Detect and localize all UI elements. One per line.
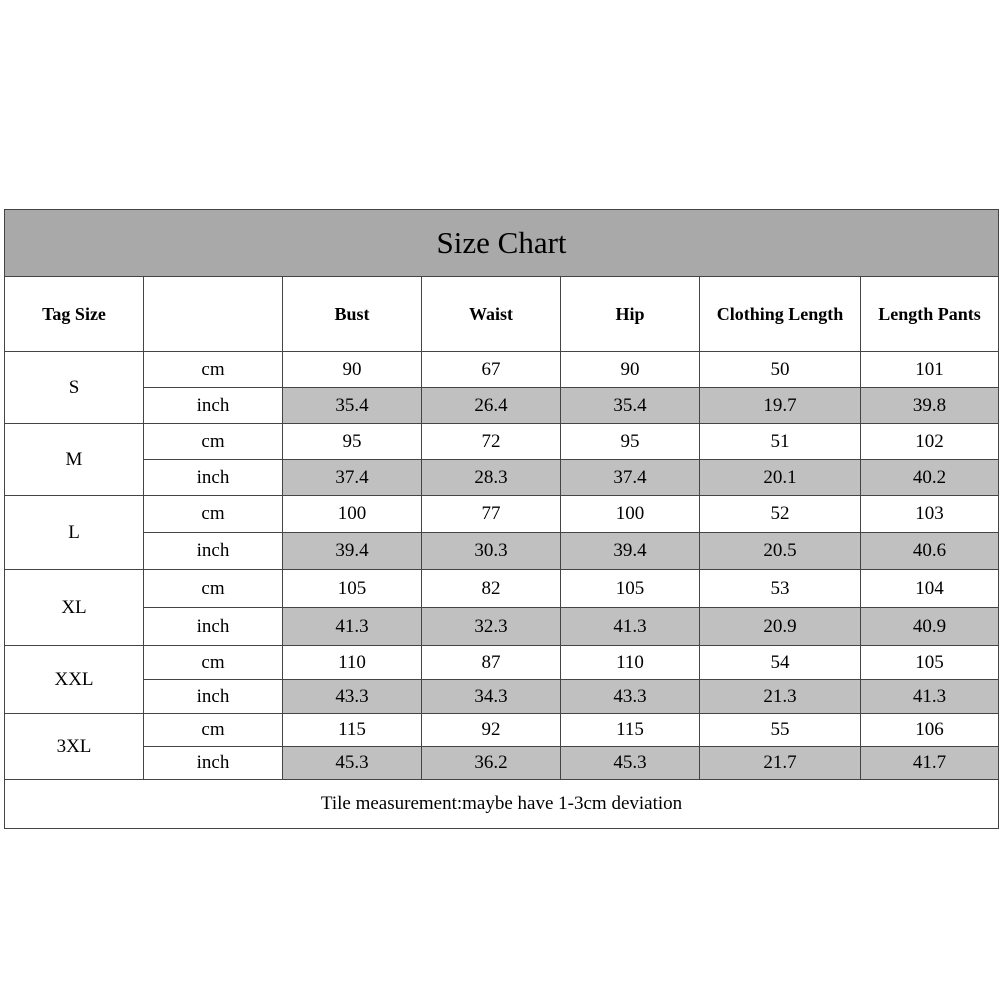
tag-size-cell: 3XL	[5, 714, 144, 780]
clothing-length-value: 55	[700, 714, 861, 747]
hip-value: 100	[561, 496, 700, 533]
unit-cell: cm	[144, 352, 283, 388]
size-row-s-cm	[5, 352, 999, 388]
unit-cell: inch	[144, 460, 283, 496]
length-pants-value: 41.7	[861, 747, 999, 780]
tag-size-cell: XXL	[5, 646, 144, 714]
length-pants-value: 106	[861, 714, 999, 747]
unit-cell: inch	[144, 388, 283, 424]
header-waist: Waist	[422, 277, 561, 352]
hip-value: 95	[561, 424, 700, 460]
bust-value: 43.3	[283, 680, 422, 714]
header-unit	[144, 277, 283, 352]
waist-value: 26.4	[422, 388, 561, 424]
length-pants-value: 40.9	[861, 608, 999, 646]
bust-value: 41.3	[283, 608, 422, 646]
header-clothing-length: Clothing Length	[700, 277, 861, 352]
clothing-length-value: 52	[700, 496, 861, 533]
bust-value: 100	[283, 496, 422, 533]
waist-value: 77	[422, 496, 561, 533]
size-row-xxl-inch	[5, 680, 999, 714]
length-pants-value: 41.3	[861, 680, 999, 714]
waist-value: 92	[422, 714, 561, 747]
header-length-pants: Length Pants	[861, 277, 999, 352]
size-row-m-inch	[5, 460, 999, 496]
unit-cell: inch	[144, 608, 283, 646]
length-pants-value: 39.8	[861, 388, 999, 424]
hip-value: 90	[561, 352, 700, 388]
waist-value: 67	[422, 352, 561, 388]
waist-value: 32.3	[422, 608, 561, 646]
clothing-length-value: 20.5	[700, 533, 861, 570]
waist-value: 34.3	[422, 680, 561, 714]
clothing-length-value: 21.3	[700, 680, 861, 714]
clothing-length-value: 21.7	[700, 747, 861, 780]
clothing-length-value: 50	[700, 352, 861, 388]
clothing-length-value: 51	[700, 424, 861, 460]
size-row-l-cm	[5, 496, 999, 533]
clothing-length-value: 53	[700, 570, 861, 608]
bust-value: 115	[283, 714, 422, 747]
bust-value: 105	[283, 570, 422, 608]
size-row-3xl-inch	[5, 747, 999, 780]
hip-value: 37.4	[561, 460, 700, 496]
bust-value: 90	[283, 352, 422, 388]
unit-cell: cm	[144, 496, 283, 533]
clothing-length-value: 20.1	[700, 460, 861, 496]
size-chart-table	[4, 209, 999, 829]
header-hip: Hip	[561, 277, 700, 352]
tag-size-cell: S	[5, 352, 144, 424]
header-bust: Bust	[283, 277, 422, 352]
length-pants-value: 102	[861, 424, 999, 460]
size-row-m-cm	[5, 424, 999, 460]
hip-value: 45.3	[561, 747, 700, 780]
hip-value: 115	[561, 714, 700, 747]
length-pants-value: 40.6	[861, 533, 999, 570]
bust-value: 110	[283, 646, 422, 680]
bust-value: 39.4	[283, 533, 422, 570]
tag-size-cell: XL	[5, 570, 144, 646]
waist-value: 28.3	[422, 460, 561, 496]
bust-value: 45.3	[283, 747, 422, 780]
clothing-length-value: 54	[700, 646, 861, 680]
waist-value: 82	[422, 570, 561, 608]
header-row	[5, 277, 999, 352]
waist-value: 36.2	[422, 747, 561, 780]
unit-cell: cm	[144, 646, 283, 680]
waist-value: 30.3	[422, 533, 561, 570]
hip-value: 35.4	[561, 388, 700, 424]
hip-value: 39.4	[561, 533, 700, 570]
unit-cell: inch	[144, 533, 283, 570]
unit-cell: inch	[144, 680, 283, 714]
hip-value: 110	[561, 646, 700, 680]
size-row-s-inch	[5, 388, 999, 424]
unit-cell: cm	[144, 570, 283, 608]
header-tag-size: Tag Size	[5, 277, 144, 352]
hip-value: 105	[561, 570, 700, 608]
bust-value: 37.4	[283, 460, 422, 496]
hip-value: 43.3	[561, 680, 700, 714]
waist-value: 72	[422, 424, 561, 460]
clothing-length-value: 20.9	[700, 608, 861, 646]
measurement-note: Tile measurement:maybe have 1-3cm deviation	[5, 780, 999, 829]
size-row-xl-inch	[5, 608, 999, 646]
size-row-xl-cm	[5, 570, 999, 608]
chart-title: Size Chart	[5, 210, 999, 277]
waist-value: 87	[422, 646, 561, 680]
length-pants-value: 101	[861, 352, 999, 388]
unit-cell: cm	[144, 714, 283, 747]
unit-cell: inch	[144, 747, 283, 780]
length-pants-value: 40.2	[861, 460, 999, 496]
clothing-length-value: 19.7	[700, 388, 861, 424]
length-pants-value: 104	[861, 570, 999, 608]
tag-size-cell: L	[5, 496, 144, 570]
size-row-3xl-cm	[5, 714, 999, 747]
size-row-xxl-cm	[5, 646, 999, 680]
unit-cell: cm	[144, 424, 283, 460]
size-row-l-inch	[5, 533, 999, 570]
bust-value: 95	[283, 424, 422, 460]
length-pants-value: 105	[861, 646, 999, 680]
bust-value: 35.4	[283, 388, 422, 424]
hip-value: 41.3	[561, 608, 700, 646]
length-pants-value: 103	[861, 496, 999, 533]
tag-size-cell: M	[5, 424, 144, 496]
